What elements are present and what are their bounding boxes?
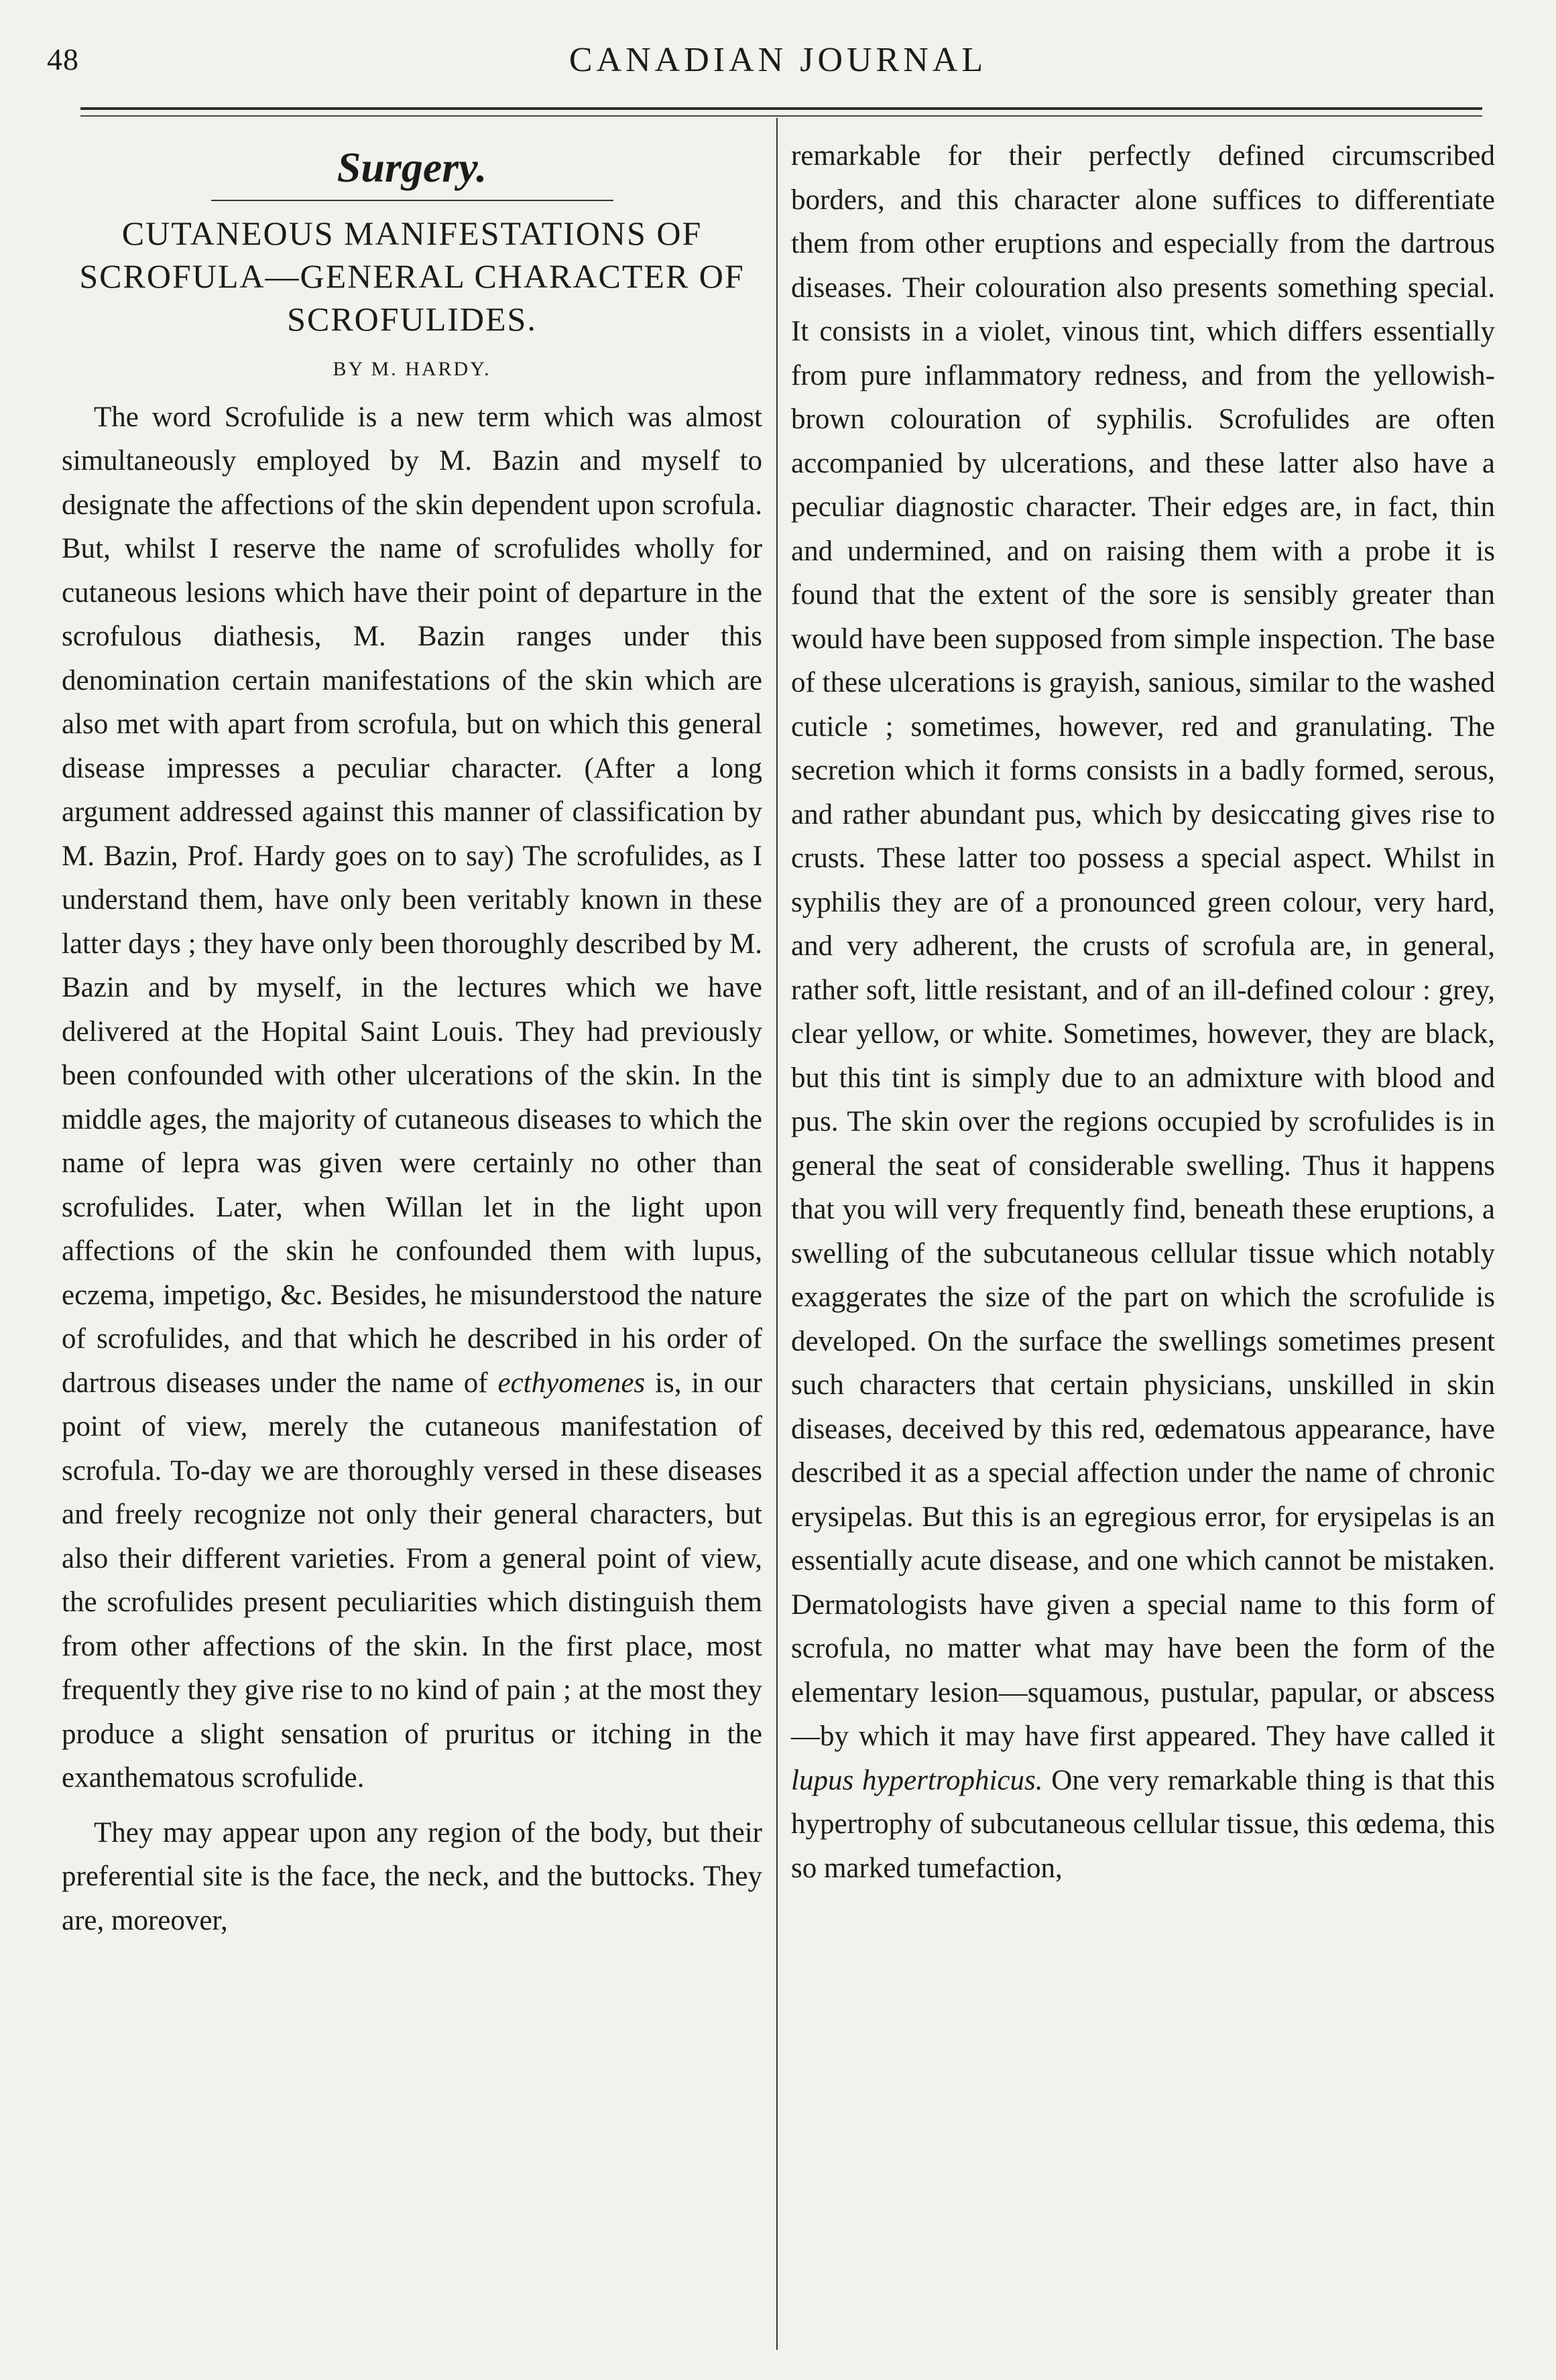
article-byline: BY M. HARDY. xyxy=(333,358,491,380)
body-paragraph: They may appear upon any region of the body, but their preferential site is the face, the neck, and the buttocks. They are, moreover, xyxy=(62,1816,762,1936)
header-rule-thin xyxy=(80,115,1482,117)
paragraph-text-cont: One very remarkable thing is that this hypertrophy of subcutaneous cellular tissue, this œdema, this so marked tumefaction, xyxy=(791,1764,1495,1884)
italic-term: lupus hypertrophicus. xyxy=(791,1764,1043,1796)
page-number: 48 xyxy=(47,42,79,76)
column-divider xyxy=(776,118,778,2350)
italic-term: ecthyomenes xyxy=(497,1367,646,1399)
right-column xyxy=(791,134,1495,1890)
body-paragraph-continued xyxy=(791,134,1495,1890)
paragraph-text: remarkable for their perfectly defined circumscribed borders, and this character alone suffices to differentiate them from other eruptions and especially from the dartrous diseases. Their colouration also presents something special. It consists in a violet, vinous tint, which differs essentially from pure inflammatory redness, and from the yellowish-brown colouration of syphilis. Scrofulides are often accompanied by ulcerations, and these latter also have a peculiar diagnostic character. Their edges are, in fact, thin and undermined, and on raising them with a probe it is found that the extent of the sore is sensibly greater than would have been supposed from simple inspection. The base of these ulcerations is grayish, sanious, similar to the washed cuticle ; sometimes, however, red and granulating. The secretion which it forms consists in a badly formed, serous, and rather abundant pus, which by desiccating gives rise to crusts. These latter too possess a special aspect. Whilst in syphilis they are of a pronounced green colour, very hard, and very adherent, the crusts of scrofula are, in general, rather soft, little resistant, and of an ill-defined colour : grey, clear yellow, or white. Sometimes, however, they are black, but this tint is simply due to an admixture with blood and pus. The skin over the regions occupied by scrofulides is in general the seat of considerable swelling. Thus it happens that you will very frequently find, beneath these eruptions, a swelling of the subcutaneous cellular tissue which notably exaggerates the size of the part on which the scrofulide is developed. On the surface the swellings sometimes present such characters that certain physicians, unskilled in skin diseases, deceived by this red, œdematous appearance, have described it as a special affection under the name of chronic erysipelas. But this is an egregious error, for erysipelas is an essentially acute disease, and one which cannot be mistaken. Dermatologists have given a special name to this form of scrofula, no matter what may have been the form of the elementary lesion—squamous, pustular, papular, or abscess—by which it may have first appeared. They have called it xyxy=(791,140,1495,1752)
header-rule xyxy=(80,107,1482,110)
section-heading: Surgery. xyxy=(337,143,487,191)
section-rule xyxy=(211,200,613,201)
body-paragraph xyxy=(62,395,762,1800)
paragraph-text-cont: is, in our point of view, merely the cutaneous manifestation of scrofula. To-day we are thoroughly versed in these diseases and freely recognize not only their general characters, but also their different varieties. From a general point of view, the scrofulides present peculiarities which distinguish them from other affections of the skin. In the first place, most frequently they give rise to no kind of pain ; at the most they produce a slight sensation of pruritus or itching in the exanthematous scrofulide. xyxy=(62,1367,762,1794)
paragraph-text: The word Scrofulide is a new term which was almost simultaneously employed by M. Bazin and myself to designate the affections of the skin dependent upon scrofula. But, whilst I reserve the name of scrofulides wholly for cutaneous lesions which have their point of departure in the scrofulous diathesis, M. Bazin ranges under this denomination certain manifestations of the skin which are also met with apart from scrofula, but on which this general disease impresses a peculiar character. (After a long argument addressed against this manner of classification by M. Bazin, Prof. Hardy goes on to say) The scrofulides, as I understand them, have only been veritably known in these latter days ; they have only been thoroughly described by M. Bazin and by myself, in the lectures which we have delivered at the Hopital Saint Louis. They had previously been confounded with other ulcerations of the skin. In the middle ages, the majority of cutaneous diseases to which the name of lepra was given were certainly no other than scrofulides. Later, when Willan let in the light upon affections of the skin he confounded them with lupus, eczema, impetigo, &c. Besides, he misunderstood the nature of scrofulides, and that which he described in his order of dartrous diseases under the name of xyxy=(62,401,762,1399)
running-head: CANADIAN JOURNAL xyxy=(568,41,988,79)
article-title: CUTANEOUS MANIFESTATIONS OF SCROFULA—GENERAL CHARACTER OF SCROFULIDES. xyxy=(79,214,745,338)
left-column xyxy=(62,134,762,1942)
